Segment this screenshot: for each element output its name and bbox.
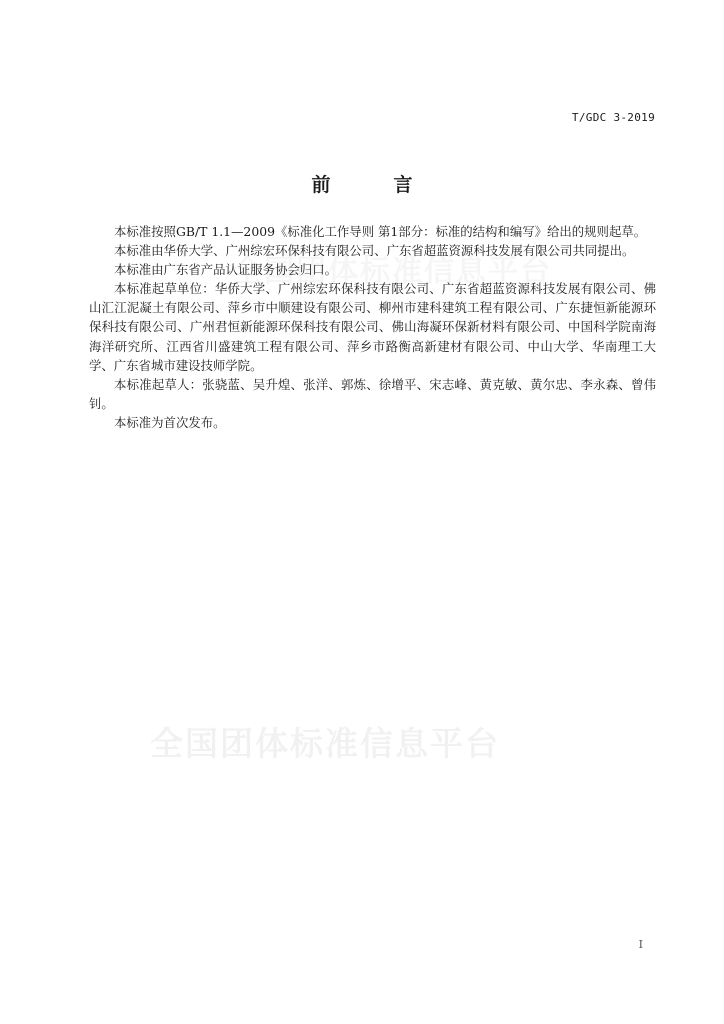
paragraph-first-release: 本标准为首次发布。 [114,414,226,430]
watermark: 全国团体标准信息平台 [150,724,500,763]
paragraph-drafting-rules: 本标准按照GB/T 1.1—2009《标准化工作导则 第1部分：标准的结构和编写》给出的规则起草。 [114,224,647,239]
paragraph-proposers: 本标准由华侨大学、广州综宏环保科技有限公司、广东省超蓝资源科技发展有限公司共同提出。 [114,243,635,259]
paragraph-drafters: 本标准起草人：张骁蓝、吴升煌、张洋、郭炼、徐增平、宋志峰、黄克敏、黄尔忠、李永森、曾伟钊。 [89,376,656,411]
paragraph-administrator: 本标准由广东省产品认证服务协会归口。 [114,262,338,278]
paragraph-drafting-units: 本标准起草单位：华侨大学、广州综宏环保科技有限公司、广东省超蓝资源科技发展有限公司、佛山汇江泥凝土有限公司、萍乡市中顺建设有限公司、柳州市建科建筑工程有限公司、广东捷恒新能源环保科技有限公司、广州君恒新能源环保科技有限公司、佛山海凝环保新材料有限公司、中国科学院南海海洋研究所、江西省川盛建筑工程有限公司、萍乡市路衡高新建材有限公司、中山大学、华南理工大学、广东省城市建设技师学院。 [89,281,656,373]
standard-code: T/GDC 3-2019 [571,111,655,124]
page-number: I [638,938,643,951]
foreword-body [89,222,656,432]
page-title: 前 言 [311,174,435,196]
